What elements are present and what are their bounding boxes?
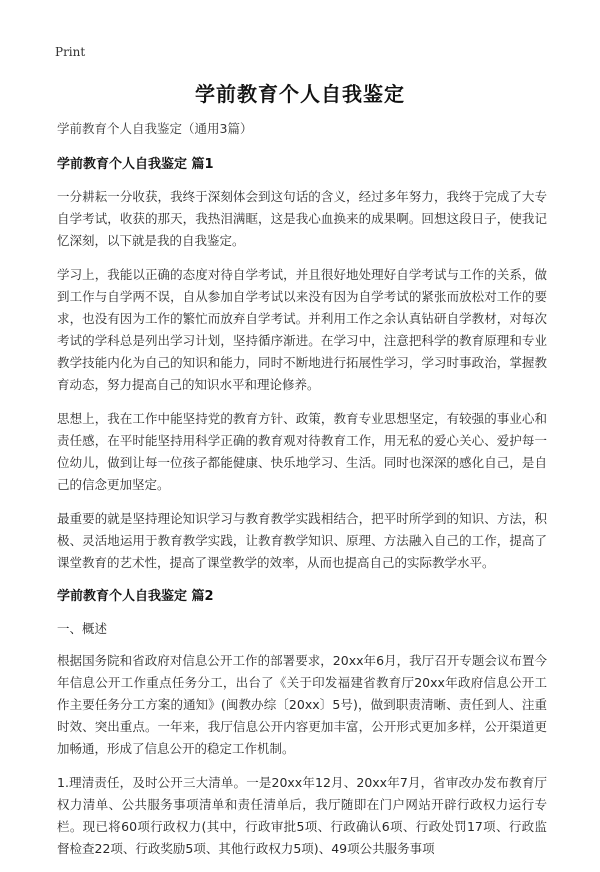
print-label[interactable]: Print	[55, 45, 86, 59]
paragraph: 1.理清责任，及时公开三大清单。一是20xx年12月、20xx年7月，省审改办发布教育厅权力清单、公共服务事项清单和责任清单后，我厅随即在门户网站开辟行政权力运行专栏。现已将60项行政权力(其中，行政审批5项、行政确认6项、行政处罚17项、行政监督检查22项、行政奖励5项、其他行政权力5项)、49项公共服务事项	[57, 775, 547, 856]
section-subheading: 一、概述	[57, 621, 108, 636]
section-2	[57, 586, 547, 860]
document-title: 学前教育个人自我鉴定	[195, 82, 405, 106]
paragraph: 学习上，我能以正确的态度对待自学考试，并且很好地处理好自学考试与工作的关系，做到工作与自学两不误，自从参加自学考试以来没有因为自学考试的紧张而放松对工作的要求，也没有因为工作的繁忙而放弃自学考试。并利用工作之余认真钻研自学教材，对每次考试的学科总是列出学习计划，坚持循序渐进。在学习中，注意把科学的教育原理和专业教学技能内化为自己的知识和能力，同时不断地进行拓展性学习，学习时事政治，掌握教育动态，努力提高自己的知识水平和理论修养。	[57, 267, 547, 392]
section-heading: 学前教育个人自我鉴定 篇1	[57, 157, 214, 172]
paragraph: 一分耕耘一分收获，我终于深刻体会到这句话的含义，经过多年努力，我终于完成了大专自学考试，收获的那天，我热泪满眶，这是我心血换来的成果啊。回想这段日子，使我记忆深刻，以下就是我的自我鉴定。	[57, 189, 547, 248]
paragraph: 根据国务院和省政府对信息公开工作的部署要求，20xx年6月，我厅召开专题会议布置今年信息公开工作重点任务分工，出台了《关于印发福建省教育厅20xx年政府信息公开工作主要任务分工方案的通知》(闽教办综〔20xx〕5号)，做到职责清晰、责任到人、注重时效、突出重点。一年来，我厅信息公开内容更加丰富，公开形式更加多样，公开渠道更加畅通，形成了信息公开的稳定工作机制。	[57, 653, 547, 756]
section-1	[57, 154, 547, 574]
paragraph: 思想上，我在工作中能坚持党的教育方针、政策，教育专业思想坚定，有较强的事业心和责任感，在平时能坚持用科学正确的教育观对待教育工作，用无私的爱心关心、爱护每一位幼儿，做到让每一位孩子都能健康、快乐地学习、生活。同时也深深的感化自己，是自己的信念更加坚定。	[57, 411, 547, 492]
section-heading: 学前教育个人自我鉴定 篇2	[57, 589, 214, 604]
paragraph: 最重要的就是坚持理论知识学习与教育教学实践相结合，把平时所学到的知识、方法，积极、灵活地运用于教育教学实践，让教育教学知识、原理、方法融入自己的工作，提高了课堂教育的艺术性，提高了课堂教学的效率，从而也提高自己的实际教学水平。	[57, 511, 547, 570]
document-body	[57, 118, 547, 872]
document-subtitle: 学前教育个人自我鉴定（通用3篇）	[57, 121, 253, 136]
